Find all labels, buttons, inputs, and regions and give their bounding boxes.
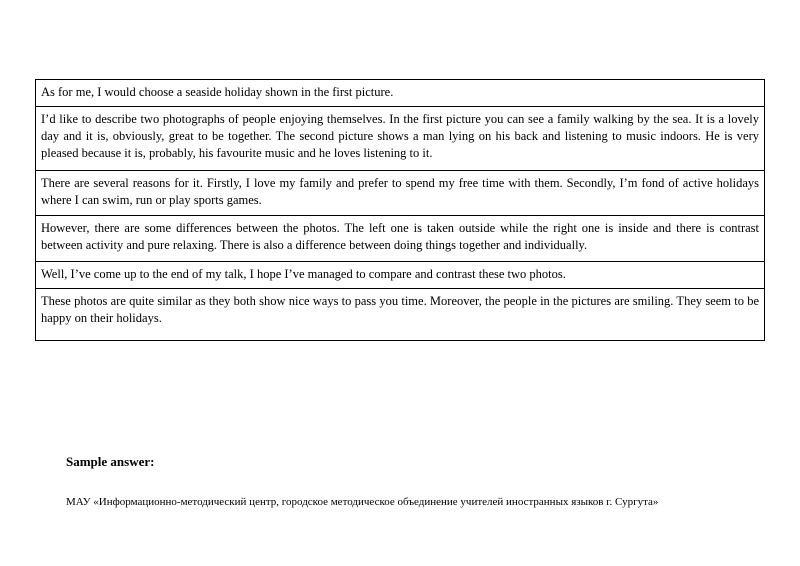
answer-cell: These photos are quite similar as they both show nice ways to pass you time. Moreover, the people in the pictures are smiling. They seem to be happy on their holidays.: [36, 289, 765, 341]
table-row: [36, 171, 765, 216]
answer-table: [35, 79, 765, 341]
answer-cell: I’d like to describe two photographs of people enjoying themselves. In the first picture you can see a family walking by the sea. It is a lovely day and it is, obviously, great to be together. The second picture shows a man lying on his back and listening to music indoors. He is very pleased because it is, probably, his favourite music and he loves listening to it.: [36, 107, 765, 171]
table-row: [36, 289, 765, 341]
table-row: [36, 262, 765, 289]
page-footer: МАУ «Информационно-методический центр, городское методическое объединение учителей иностранных языков г. Сургута»: [66, 496, 659, 508]
answer-cell: As for me, I would choose a seaside holiday shown in the first picture.: [36, 80, 765, 107]
table-row: [36, 80, 765, 107]
table-row: [36, 216, 765, 262]
answer-cell: Well, I’ve come up to the end of my talk, I hope I’ve managed to compare and contrast these two photos.: [36, 262, 765, 289]
section-heading: Sample answer:: [66, 454, 155, 469]
answer-cell: There are several reasons for it. Firstly, I love my family and prefer to spend my free time with them. Secondly, I’m fond of active holidays where I can swim, run or play sports games.: [36, 171, 765, 216]
answer-cell: However, there are some differences between the photos. The left one is taken outside while the right one is inside and there is contrast between activity and pure relaxing. There is also a difference between doing things together and individually.: [36, 216, 765, 262]
table-row: [36, 107, 765, 171]
